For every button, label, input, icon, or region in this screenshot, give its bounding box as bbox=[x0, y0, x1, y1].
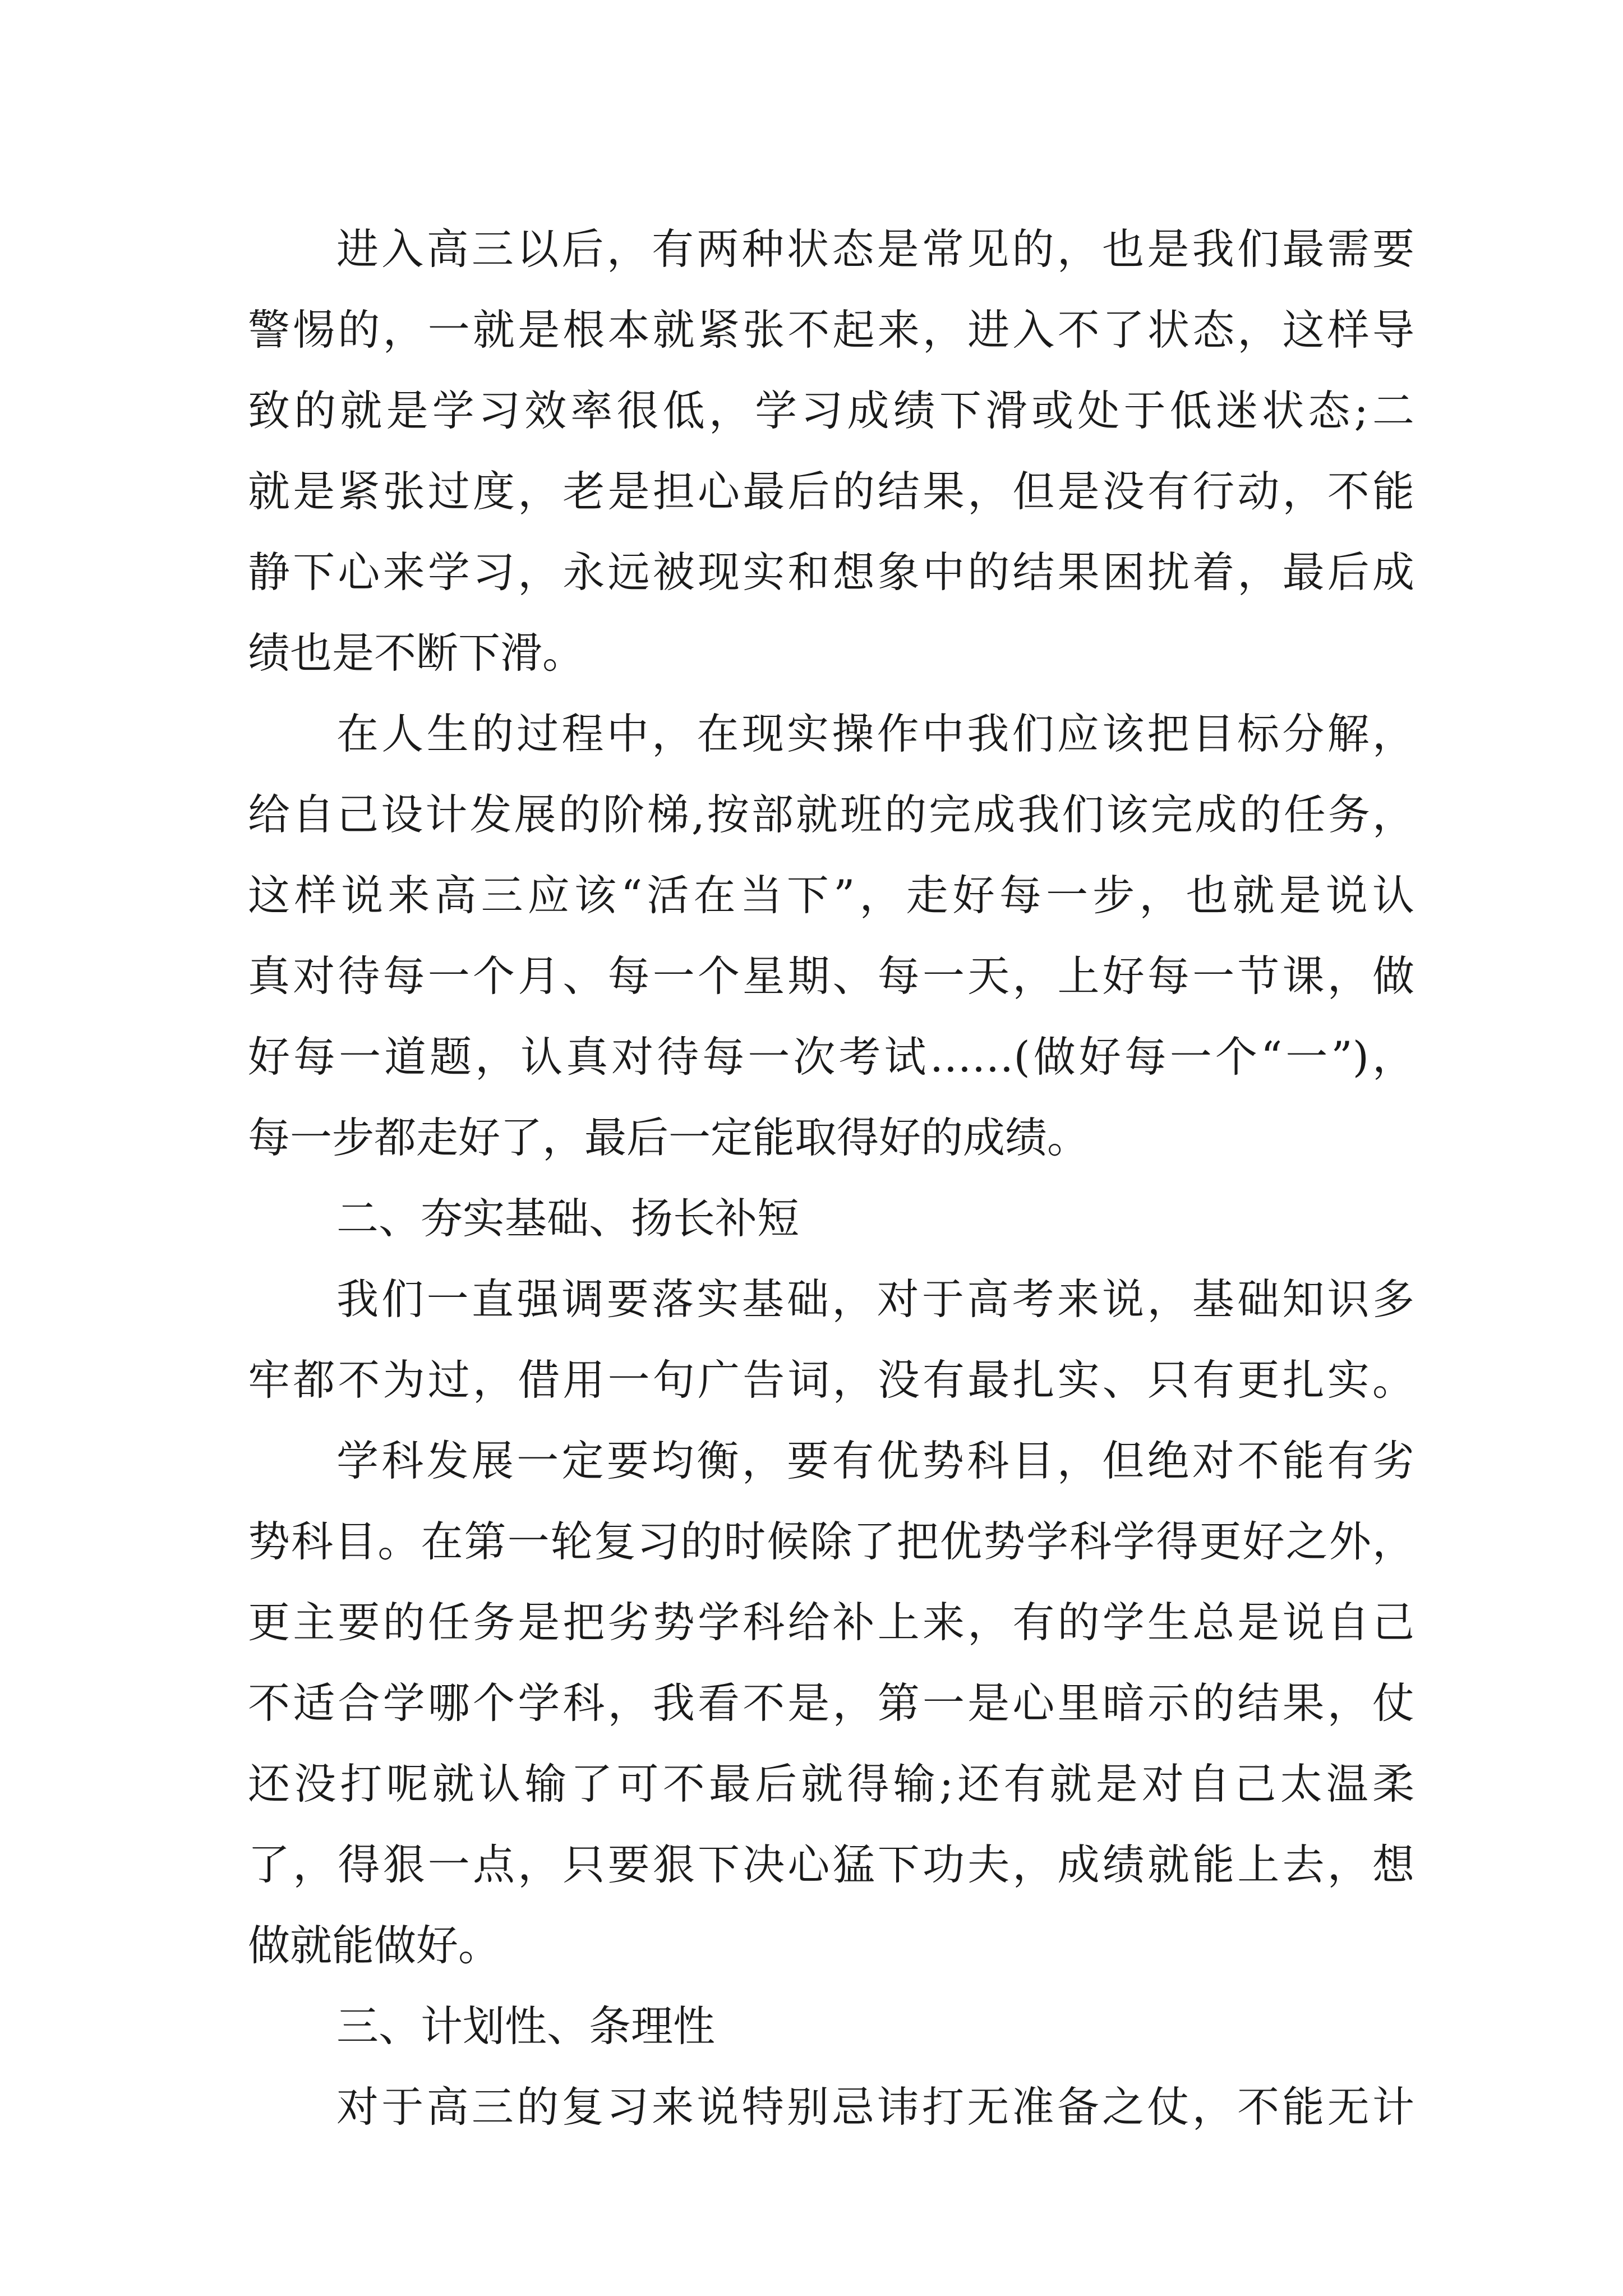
paragraph-line: 就是紧张过度，老是担心最后的结果，但是没有行动，不能 bbox=[248, 467, 1414, 516]
paragraph-line: 还没打呢就认输了可不最后就得输;还有就是对自己太温柔 bbox=[248, 1759, 1414, 1809]
paragraph-line: 绩也是不断下滑。 bbox=[248, 628, 585, 678]
paragraph-line: 做就能做好。 bbox=[248, 1921, 501, 1970]
paragraph-line: 在人生的过程中，在现实操作中我们应该把目标分解， bbox=[336, 709, 1414, 758]
paragraph-line: 不适合学哪个学科，我看不是，第一是心里暗示的结果，仗 bbox=[248, 1678, 1414, 1728]
paragraph-line: 每一步都走好了，最后一定能取得好的成绩。 bbox=[248, 1113, 1090, 1162]
paragraph-line: 好每一道题，认真对待每一次考试……(做好每一个“一”)， bbox=[248, 1032, 1414, 1082]
paragraph-line: 了，得狠一点，只要狠下决心猛下功夫，成绩就能上去，想 bbox=[248, 1840, 1414, 1889]
paragraph-line: 警惕的，一就是根本就紧张不起来，进入不了状态，这样导 bbox=[248, 305, 1414, 355]
paragraph-line: 牢都不为过，借用一句广告词，没有最扎实、只有更扎实。 bbox=[248, 1355, 1414, 1405]
paragraph-line: 给自己设计发展的阶梯,按部就班的完成我们该完成的任务， bbox=[248, 790, 1414, 839]
paragraph-line: 学科发展一定要均衡，要有优势科目，但绝对不能有劣 bbox=[336, 1436, 1414, 1485]
paragraph-line: 更主要的任务是把劣势学科给补上来，有的学生总是说自己 bbox=[248, 1598, 1414, 1647]
paragraph-line: 真对待每一个月、每一个星期、每一天，上好每一节课，做 bbox=[248, 951, 1414, 1001]
paragraph-line: 对于高三的复习来说特别忌讳打无准备之仗，不能无计 bbox=[336, 2082, 1414, 2132]
paragraph-line: 进入高三以后，有两种状态是常见的，也是我们最需要 bbox=[336, 224, 1414, 274]
section-heading: 三、计划性、条理性 bbox=[336, 2001, 716, 2051]
paragraph-line: 静下心来学习，永远被现实和想象中的结果困扰着，最后成 bbox=[248, 547, 1414, 597]
section-heading: 二、夯实基础、扬长补短 bbox=[336, 1194, 800, 1243]
paragraph-line: 我们一直强调要落实基础，对于高考来说，基础知识多 bbox=[336, 1274, 1414, 1324]
document-body bbox=[248, 209, 1414, 2147]
paragraph-line: 势科目。在第一轮复习的时候除了把优势学科学得更好之外， bbox=[248, 1517, 1414, 1566]
paragraph-line: 这样说来高三应该“活在当下”，走好每一步，也就是说认 bbox=[248, 871, 1414, 920]
paragraph-line: 致的就是学习效率很低，学习成绩下滑或处于低迷状态;二 bbox=[248, 386, 1414, 435]
